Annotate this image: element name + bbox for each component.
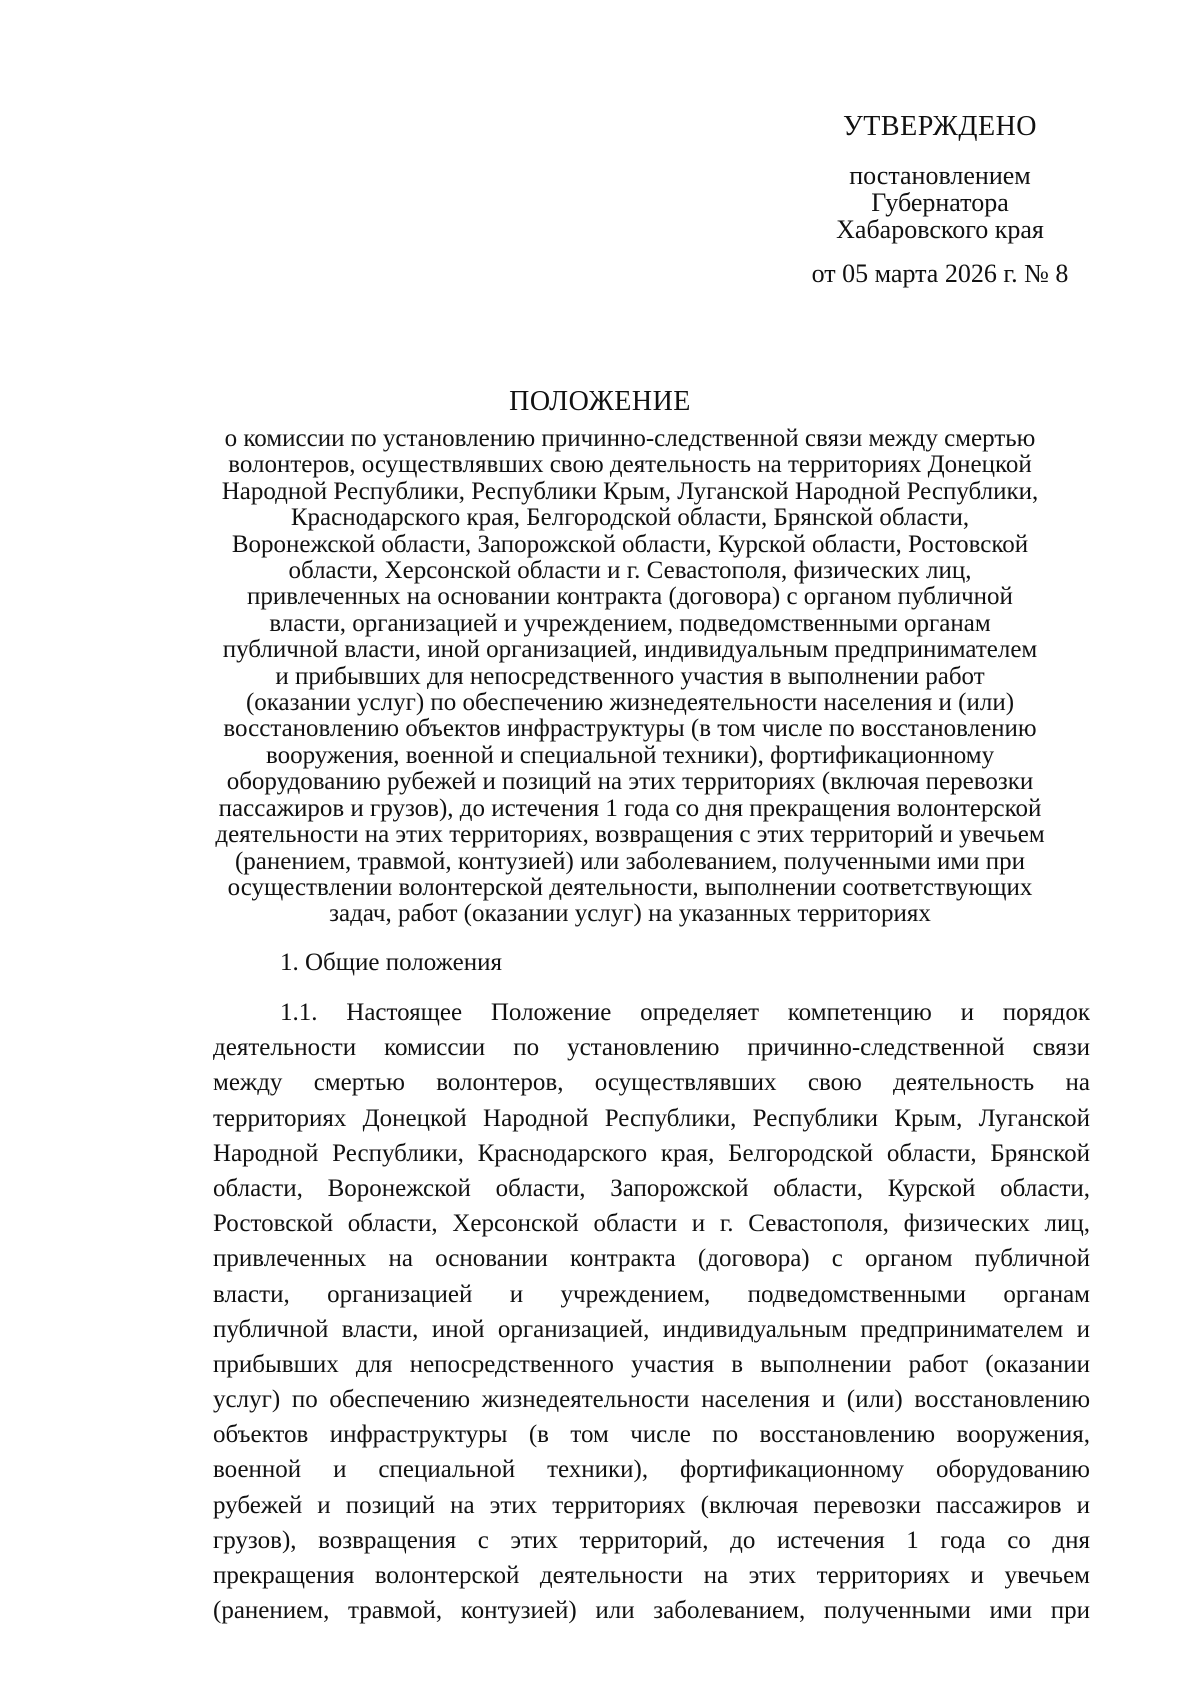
paragraph-line: грузов), возвращения с этих территорий, до истечения 1 года со дня — [213, 1526, 1090, 1554]
subtitle-line: пассажиров и грузов), до истечения 1 года со дня прекращения волонтерской — [218, 794, 1042, 822]
subtitle-line: осуществлении волонтерской деятельности, выполнении соответствующих — [227, 873, 1033, 901]
approval-line: Губернатора — [871, 188, 1009, 217]
subtitle-line: Народной Республики, Республики Крым, Луганской Народной Республики, — [221, 477, 1039, 505]
paragraph-line: Ростовской области, Херсонской области и г. Севастополя, физических лиц, — [213, 1210, 1090, 1238]
paragraph-line: власти, организацией и учреждением, подведомственными органам — [213, 1280, 1090, 1308]
subtitle-line: оборудованию рубежей и позиций на этих территориях (включая перевозки — [226, 768, 1034, 796]
paragraph-line: между смертью волонтеров, осуществлявших свою деятельность на — [213, 1069, 1090, 1097]
subtitle-line: публичной власти, иной организацией, индивидуальным предпринимателем — [222, 636, 1038, 664]
subtitle-line: (оказании услуг) по обеспечению жизнедеятельности населения и (или) — [245, 689, 1015, 717]
paragraph-line: услуг) по обеспечению жизнедеятельности населения и (или) восстановлению — [213, 1386, 1090, 1414]
subtitle-line: Краснодарского края, Белгородской области, Брянской области, — [290, 504, 970, 532]
paragraph-line: рубежей и позиций на этих территориях (включая перевозки пассажиров и — [213, 1491, 1090, 1519]
subtitle-line: привлеченных на основании контракта (договора) с органом публичной — [247, 583, 1013, 611]
paragraph-line: публичной власти, иной организацией, индивидуальным предпринимателем и — [213, 1315, 1090, 1343]
paragraph-line: военной и специальной техники), фортификационному оборудованию — [213, 1456, 1090, 1484]
paragraph-line: прибывших для непосредственного участия в выполнении работ (оказании — [213, 1350, 1090, 1378]
subtitle-line: (ранением, травмой, контузией) или заболеванием, полученными ими при — [234, 847, 1026, 875]
paragraph-line: 1.1. Настоящее Положение определяет компетенцию и порядок — [280, 999, 1090, 1026]
paragraph-line: (ранением, травмой, контузией) или заболеванием, полученными ими при — [213, 1597, 1090, 1625]
document-title: ПОЛОЖЕНИЕ — [509, 386, 691, 417]
paragraph-line: прекращения волонтерской деятельности на этих территориях и увечьем — [213, 1562, 1090, 1589]
subtitle-line: Воронежской области, Запорожской области, Курской области, Ростовской — [231, 530, 1029, 558]
approval-stamp — [790, 110, 1090, 291]
paragraph-line: территориях Донецкой Народной Республики, Республики Крым, Луганской — [213, 1104, 1090, 1132]
paragraph-line: Народной Республики, Краснодарского края, Белгородской области, Брянской — [213, 1139, 1090, 1167]
subtitle-line: деятельности на этих территориях, возвращения с этих территорий и увечьем — [215, 821, 1045, 849]
approval-line: постановлением — [849, 161, 1031, 190]
approval-date: от 05 марта 2026 г. № 8 — [811, 259, 1069, 288]
subtitle-line: и прибывших для непосредственного участия в выполнении работ — [275, 662, 985, 690]
subtitle-line: власти, организацией и учреждением, подведомственными органам — [269, 609, 991, 637]
approval-line: Хабаровского края — [836, 215, 1044, 244]
paragraph-line: области, Воронежской области, Запорожской области, Курской области, — [213, 1174, 1090, 1202]
paragraph-line: деятельности комиссии по установлению причинно-следственной связи — [213, 1034, 1090, 1062]
approval-title: УТВЕРЖДЕНО — [842, 111, 1038, 142]
subtitle-line: задач, работ (оказании услуг) на указанных территориях — [329, 900, 931, 928]
paragraph-line: объектов инфраструктуры (в том числе по восстановлению вооружения, — [213, 1421, 1090, 1449]
document-subtitle — [190, 426, 1070, 928]
subtitle-line: о комиссии по установлению причинно-следственной связи между смертью — [224, 425, 1036, 452]
subtitle-line: вооружения, военной и специальной техники), фортификационному — [265, 741, 995, 769]
subtitle-line: восстановлению объектов инфраструктуры (в том числе по восстановлению — [223, 715, 1037, 743]
subtitle-line: области, Херсонской области и г. Севастополя, физических лиц, — [288, 557, 972, 585]
subtitle-line: волонтеров, осуществлявших свою деятельность на территориях Донецкой — [228, 451, 1032, 479]
paragraph-line: привлеченных на основании контракта (договора) с органом публичной — [213, 1245, 1090, 1273]
paragraph-1-1 — [213, 995, 1090, 1628]
section-heading: 1. Общие положения — [280, 949, 502, 976]
